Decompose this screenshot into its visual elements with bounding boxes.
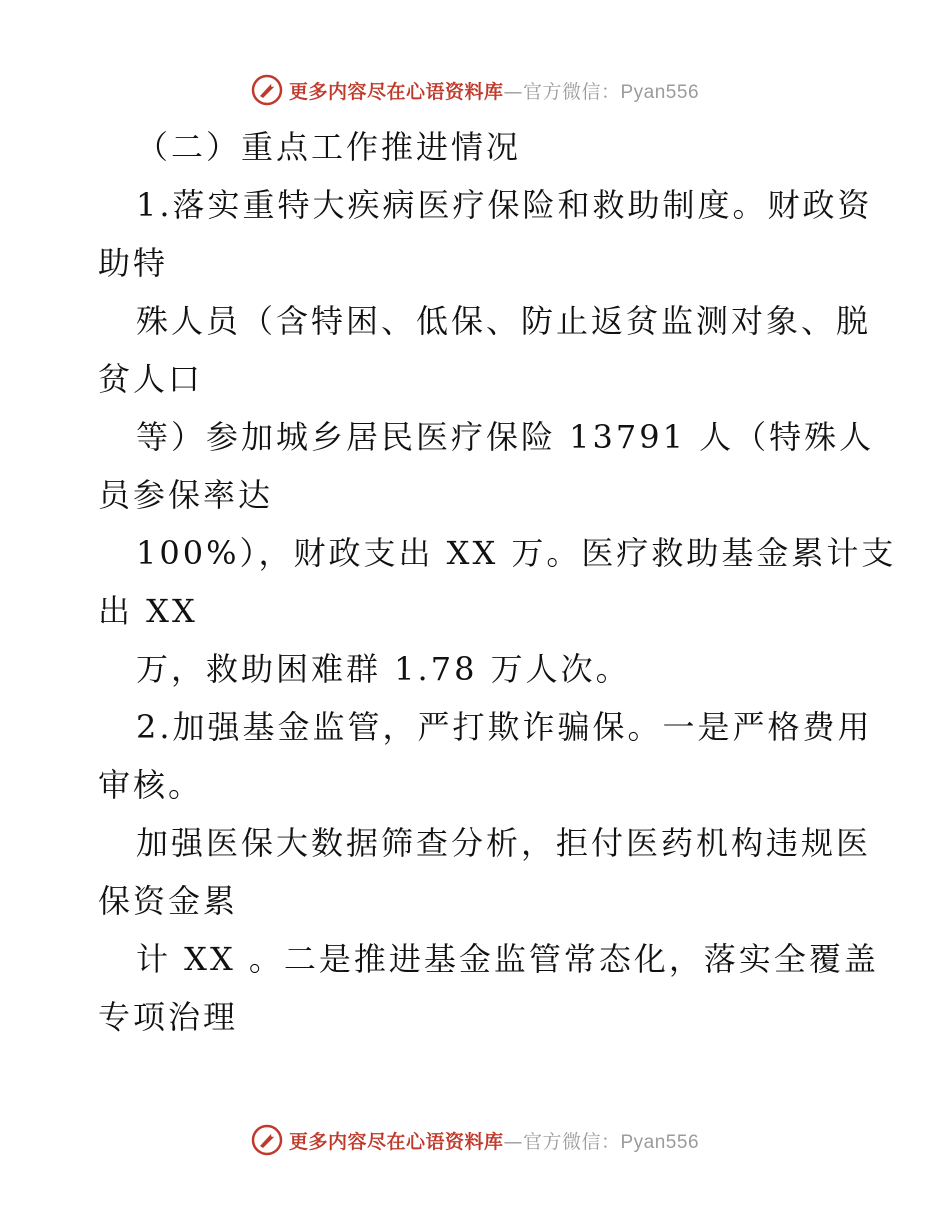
paragraph-line: 出 XX [98, 592, 198, 630]
header-banner-text: 更多内容尽在心语资料库—官方微信：Pyan556 [288, 80, 700, 103]
paragraph-line: 1.落实重特大疾病医疗保险和救助制度。财政资 [136, 186, 873, 224]
paragraph-line: 万，救助困难群 1.78 万人次。 [136, 650, 631, 688]
paragraph-line: 员参保率达 [98, 476, 274, 514]
section-heading: （二）重点工作推进情况 [136, 128, 522, 166]
pen-nib-logo-icon [251, 1124, 283, 1156]
paragraph-line: 100%），财政支出 XX 万。医疗救助基金累计支 [136, 534, 897, 572]
paragraph-line: 2.加强基金监管，严打欺诈骗保。一是严格费用 [136, 708, 873, 746]
footer-banner-text: 更多内容尽在心语资料库—官方微信：Pyan556 [288, 1130, 700, 1153]
paragraph-line: 审核。 [98, 766, 204, 804]
paragraph-line: 助特 [98, 244, 169, 282]
paragraph-line: 计 XX 。二是推进基金监管常态化，落实全覆盖 [136, 940, 879, 978]
paragraph-line: 贫人口 [98, 360, 204, 398]
header-banner [0, 70, 950, 110]
paragraph-line: 专项治理 [98, 998, 239, 1036]
document-body [98, 118, 897, 1046]
paragraph-line: 加强医保大数据筛查分析，拒付医药机构违规医 [136, 824, 872, 862]
paragraph-line: 殊人员（含特困、低保、防止返贫监测对象、脱 [136, 302, 872, 340]
paragraph-line: 保资金累 [98, 882, 239, 920]
footer-banner [0, 1120, 950, 1160]
pen-nib-logo-icon [251, 74, 283, 106]
paragraph-line: 等）参加城乡居民医疗保险 13791 人（特殊人 [136, 418, 875, 456]
